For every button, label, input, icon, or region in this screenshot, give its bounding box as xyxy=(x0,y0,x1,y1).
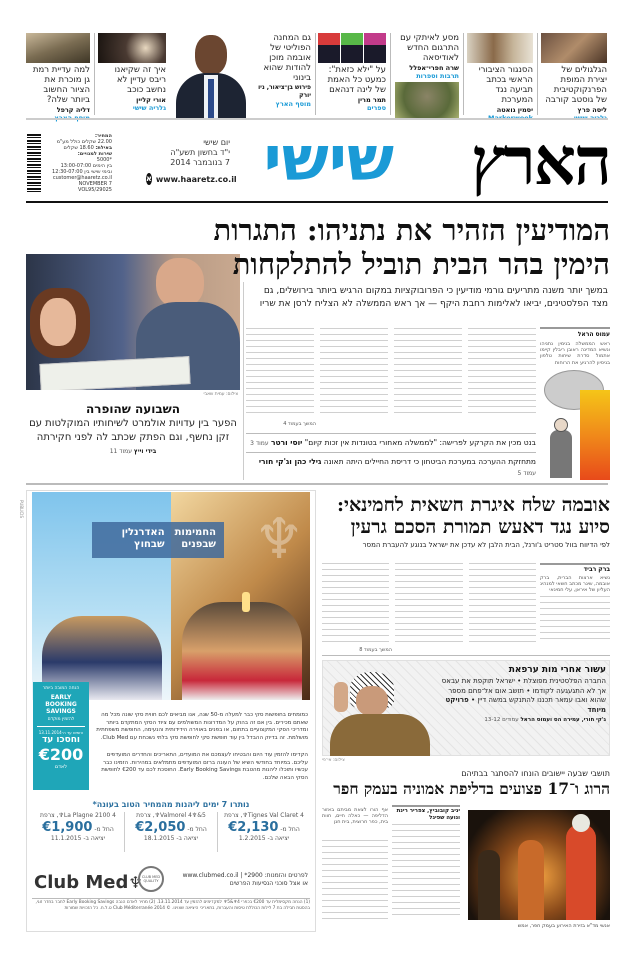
brief-page: עמוד 3 xyxy=(250,440,269,447)
lead-headline[interactable] xyxy=(26,213,610,281)
offer-from: החל מ- xyxy=(94,826,114,833)
badge-main-text: EARLY BOOKING SAVINGS xyxy=(45,694,77,715)
lead-author-rule xyxy=(540,327,610,329)
arafat-photo xyxy=(324,668,436,756)
ammonia-caption: אנשי מד"א בזירת האירוע בעמק חפר, אמש xyxy=(517,923,610,929)
offer-from: החל מ- xyxy=(187,826,207,833)
trident-icon: ♆ xyxy=(128,873,143,892)
divider xyxy=(390,33,391,115)
badge-arc-text-2: להזמין מוקדם xyxy=(47,717,75,722)
obama-continued: המשך בעמוד 8 xyxy=(359,647,392,653)
teaser-author: שרה חפרי־אפלל xyxy=(409,64,459,72)
offer-departure: יציאה ב- 1.2.2015 xyxy=(238,835,290,842)
arafat-text xyxy=(440,677,606,715)
teaser-item[interactable] xyxy=(318,33,386,117)
divider xyxy=(94,33,95,115)
offer-price: €2,050 xyxy=(135,820,186,835)
service-phone: *5000 xyxy=(96,157,112,163)
obama-portrait xyxy=(176,33,246,119)
badge-per-person: לאדם xyxy=(54,764,68,770)
text-column xyxy=(468,328,536,418)
teaser-image xyxy=(318,33,386,63)
divider xyxy=(32,898,310,899)
photo-story-title[interactable]: הפער בין עדויות אולמרט לשיחותיו המוקלטות עם זקן נחשף, וגם הפתק שכתב לה לפני חקירתה xyxy=(29,418,237,443)
photo-story-kicker: השבועה שהופרה xyxy=(85,402,181,416)
ad-slogan-warmth: החמימות xyxy=(174,527,216,538)
offer-item[interactable] xyxy=(32,812,124,852)
ad-slogan-box xyxy=(92,522,224,558)
divider xyxy=(537,33,538,115)
teaser-author: ליסה פרץ xyxy=(577,106,607,114)
teaser-image xyxy=(98,33,166,63)
brief-text: מתחזקת ההערכה במערכת הביטחון כי דריסת החיילים היתה תאונה xyxy=(323,457,536,466)
arafat-authors: ג'קי חורי, עמירה הס ועמוס הראל xyxy=(520,717,606,723)
service-hours: בין הימים 13:00-07:00 xyxy=(60,163,112,169)
obama-headline[interactable] xyxy=(322,494,610,538)
arafat-byline xyxy=(440,717,606,723)
brief-item[interactable] xyxy=(246,437,536,449)
gregorian-date: 7 בנובמבר 2014 xyxy=(170,158,230,167)
offer-resort: Valmorel 4♆&5♆, צרפת xyxy=(136,812,206,819)
teaser-image xyxy=(541,33,607,63)
obama-author: ברק רביד xyxy=(583,566,610,573)
ad-agents-line: או אצל סוכני הנסיעות הפרשים xyxy=(229,880,308,887)
lead-author: עמוס הראל xyxy=(577,331,610,338)
teaser-title: הגלגולים של יצירת המופת הפרנקוקטיבית של גוסטב קורבה xyxy=(545,65,607,105)
ad-disclaimer: (1) הנחה מקסימלית עד €200 בכפרי 4♆&5♆ למקדימים להזמין עד 13.11.2014. (2) מחיר לאדם הנבה Early Booking Savings לחבר בחדר זוגי, בהסטת תבילה בת 7 לילות הכוללת טיסות והעברות, בתאריכי היציאה שצוינו. © Club Méditerranée 2014 ט.ל.ח. כל הזכויות שמורות xyxy=(35,900,310,911)
offer-resort: La Plagne 2100 4♆, צרפת xyxy=(40,812,116,819)
offer-resort: Tignes Val Claret 4♆, צרפת xyxy=(224,812,304,819)
divider xyxy=(246,433,536,434)
ad-offers xyxy=(32,812,310,852)
teaser-item[interactable] xyxy=(467,33,533,117)
ad-slogan-adrenaline-2: שבחוץ xyxy=(133,539,165,550)
volume-number: VOL95/29025 xyxy=(77,187,112,193)
masthead-logo: הארץ xyxy=(470,122,610,200)
section-divider xyxy=(26,483,608,485)
teaser-author: דליה קרפל xyxy=(56,106,90,114)
teaser-title: הסנגור הציבורי הראשי בכתב תביעה נגד המערכת xyxy=(478,65,533,105)
offer-item[interactable] xyxy=(217,812,310,852)
barcode xyxy=(27,134,41,194)
teaser-title: מסע לאיתקי עם התרגום החדש לאודיסאה xyxy=(400,33,459,63)
text-column xyxy=(394,328,462,418)
lead-subhead: במשך יותר משנה מתריעים גורמי מודיעין כי הפרובוקציות במקום הרגיש ביותר בירושלים, גם מצד הפלסטינים, יביאו לאלימות רחבת היקף — אך ראש הממשלה לא הצליח לרסן את שריו xyxy=(259,286,608,309)
arafat-photo-credit: צילום: אי־פי xyxy=(322,758,345,763)
teaser-author: אורי קליין xyxy=(136,96,166,104)
hebrew-date: י"ד בחשון תשע"ה xyxy=(170,148,230,157)
quality-seal-icon: CLUB MED QUALITY xyxy=(138,866,164,892)
ammonia-body-intro: אף הורו לצאת מביתם באזור הדליפה — כאלה חיים, חוות בית, כפר חרוצית, בית חנן xyxy=(322,807,388,826)
teaser-section: גלריה שישי xyxy=(132,104,166,112)
service-label: שירות למנויים: xyxy=(77,151,112,157)
ad-paragraph-2: הקדימו להזמין עוד היום והבטיחו לעצמכם את המועדים, התאריכים והחדרים המועדפים עליכם. במיוחד בחודשי השיא של העונה ברזם המועדפים מתמלאים במהירות. הזמינו כבר עכשיו ותוכלו ליהנות מהטבת Early Booking Savings. החוסכת לכם עד €200 לחופשת הסקי הבאה שלכם. xyxy=(101,752,308,781)
photo-story-author: בידי וייץ xyxy=(133,448,157,455)
teaser-title: למה עדיית רמת גן מוכרת את הציור החשוב ביותר שלה? xyxy=(32,65,90,105)
text-column xyxy=(320,328,388,418)
offer-departure: יציאה ב- 11.1.2015 xyxy=(50,835,106,842)
website-url: www.haaretz.co.il xyxy=(155,174,237,184)
teaser-item[interactable] xyxy=(98,33,166,117)
lead-continued: המשך בעמוד 4 xyxy=(283,421,316,427)
offer-item[interactable] xyxy=(124,812,217,852)
badge-arc-text: הנחה המובה ביותר xyxy=(42,686,80,691)
brief-item[interactable] xyxy=(246,456,536,479)
brief-author: גילי כהן וג'קי חורי xyxy=(258,457,322,466)
obama-author-rule xyxy=(540,563,610,565)
offer-price: €1,900 xyxy=(42,820,93,835)
brief-text: בנט מכין את הקרקע לפרישה: "לממשלה מאחורי בטונדות אין זכות קיום" xyxy=(304,438,536,447)
obama-body-columns xyxy=(322,563,536,645)
teaser-section: תרבות וספרות xyxy=(416,72,459,80)
teaser-item[interactable] xyxy=(541,33,607,117)
text-column xyxy=(540,596,610,644)
editorial-cartoon xyxy=(540,370,610,480)
ammonia-author-rule xyxy=(392,805,460,807)
ad-tag: PUBLICIS xyxy=(19,500,24,519)
brief-author: יוסי ורטר xyxy=(270,438,303,447)
badge-save-amount: €200 xyxy=(38,745,84,764)
service-hours-friday: ובימי שישי בין 12:30-07:00 xyxy=(52,169,112,175)
trident-watermark-icon: ♆ xyxy=(254,507,305,572)
aleph-logo-icon: א xyxy=(146,174,152,183)
text-column xyxy=(395,563,462,645)
divider xyxy=(243,282,244,480)
subscriber-info xyxy=(52,133,112,193)
badge-save-label: וחסכו עד xyxy=(42,735,80,745)
ad-offer-title: נותרו 7 ימים ליהנות מהמחיר הטוב בעונה* xyxy=(92,800,250,809)
offer-from: החל מ- xyxy=(280,826,300,833)
teaser-item[interactable] xyxy=(26,33,90,117)
price-label: המחיר: xyxy=(95,133,112,139)
text-column xyxy=(469,563,536,645)
divider xyxy=(246,452,536,453)
text-column xyxy=(322,840,388,920)
ad-paragraph-1: כמומחים בחופשות סקי כבר למעלה מ-50 שנה, אנו מביאים לכם חווית סקי שונה מכל מה שאתם מכירים. בין אם זה בהוק על המדרונות המשולמים עם ציוד הסקי המתקדם ביותר ומדריכי הסקי המקצועיים בתחום, או בפנים באווירה הידידותית והנעימה, החופשת משפחתית מושלמת. זה בדיוק ההבדל בין עוד חופשת סקי לחופשת סקי בלתי נשכחת עם Club Med. xyxy=(96,712,308,741)
service-email[interactable]: customer@haaretz.co.il xyxy=(52,175,112,181)
masthead-rule xyxy=(26,201,608,203)
arafat-title: עשור אחרי מות ערפאת xyxy=(508,665,606,675)
ammonia-kicker: תושבי שבעה יישובים הונחו להסתגר בבתיהם xyxy=(461,769,610,778)
brief-page: עמוד 5 xyxy=(517,470,536,477)
obama-headline-line: אובמה שלח איגרת חשאית לחמינאי: xyxy=(336,494,610,516)
teaser-section: ספרים xyxy=(366,104,386,112)
teaser-title: איך זה שקיאנו ריבס עדיין לא נחשב כוכב xyxy=(114,65,166,95)
text-column xyxy=(246,328,314,418)
photo-story-page: עמוד 11 xyxy=(109,448,132,455)
obama-body-intro: נשיא ארצות הברית, ברק אובמה, שיגר מכתב חשאי למנהיג העליון של איראן, עלי חמינאי xyxy=(540,575,610,593)
teaser-title: על "ילא כזאת": כמעט כל האמת של לינה דנהאם xyxy=(327,65,386,95)
teaser-author: פירוש בן־ציאור, ניו יורק xyxy=(258,84,311,99)
arafat-project-label: פרויקט מיוחד xyxy=(445,696,606,714)
ad-slogan-adrenaline: האדרנלין xyxy=(121,527,165,538)
obama-subhead: לפי הדיווח בוול סטריט ג'ורנל, הבית הלבן לא עדכן את ישראל בנוגע להעברת המסר xyxy=(362,541,610,549)
clubmed-logo xyxy=(34,872,143,894)
teaser-author: תמר מרין xyxy=(357,96,386,104)
divider xyxy=(26,118,608,120)
website-link[interactable] xyxy=(146,172,236,186)
photo-story-byline xyxy=(26,448,240,455)
lead-body-intro: ראש הממשלה בנימין נתניהו ונשיא המדינה ראובן ריבלין קיימו אתמול סדרת שיחות טלפון בניסיון להרגיע את הרוחות xyxy=(540,341,610,366)
teaser-item[interactable] xyxy=(249,33,311,117)
divider xyxy=(315,33,316,115)
ammonia-authors: יניב קובוביץ, צפריר רינת ונועה שפיגל xyxy=(396,808,460,821)
photo-credit: צילום: עמית שאבי xyxy=(203,392,238,397)
ad-slogan-warmth-2: שבפנים xyxy=(181,539,216,550)
teaser-image xyxy=(26,33,90,63)
arafat-body: החברה הפלסטינית מפוצלת • ישראל תוקפת את עבאס אך לא התגעגעה לקודמו • תושב אום אל־פחם מספר שהוא ואבו עמאר תכננו להתנקש במשה דיין • xyxy=(441,677,606,704)
lead-body-columns xyxy=(246,328,536,418)
obama-headline-line: סיוע נגד דאעש תמורת הסכם גרעין xyxy=(350,516,610,538)
text-column xyxy=(322,563,389,645)
masthead-date xyxy=(150,138,230,168)
eilat-label: באילת: xyxy=(95,145,112,151)
teaser-section: מוסף הארץ xyxy=(275,100,311,108)
masthead-sub-logo: שישי xyxy=(263,122,394,195)
teaser-item[interactable] xyxy=(395,33,459,117)
early-booking-badge xyxy=(33,682,89,790)
teaser-title: גם המחנה הפוליטי של אובמה מוכן להודות שהוא בינוני xyxy=(263,33,311,83)
lead-headline-line: הימין בהר הבית תוביל להתלקחות xyxy=(232,247,610,281)
divider xyxy=(463,33,464,115)
teaser-image xyxy=(467,33,533,63)
clubmed-wordmark: Club Med xyxy=(34,872,129,893)
ad-contact-line: לפרטים והזמנות: 2900* | www.clubmed.co.il xyxy=(182,872,308,879)
price-value: 22.00 שקלים כולל מע"מ xyxy=(56,139,112,145)
day-label: יום שישי xyxy=(203,138,230,147)
offer-departure: יציאה ב- 18.1.2015 xyxy=(143,835,199,842)
ammonia-photo xyxy=(468,810,610,920)
teaser-author: יסמין גואטה xyxy=(496,106,533,114)
badge-save-until: הזמינו עד ה-13.11.2014 xyxy=(38,730,84,735)
lead-headline-line: המודיעין הזהיר את נתניהו: התגרות xyxy=(213,213,610,247)
arafat-pages: עמודים 13-12 xyxy=(484,717,519,723)
divider xyxy=(322,655,610,656)
text-column xyxy=(392,824,460,920)
ad-contact[interactable] xyxy=(170,872,308,888)
statue-image xyxy=(395,82,459,118)
offer-price: €2,130 xyxy=(228,820,279,835)
ammonia-headline[interactable]: הרוג ו־17 פצועים בדליפת אמוניה בעמק חפר xyxy=(333,779,610,798)
eilat-price: 18.60 שקלים xyxy=(63,145,94,151)
issue-date: NOVEMBER 7 xyxy=(78,181,112,187)
